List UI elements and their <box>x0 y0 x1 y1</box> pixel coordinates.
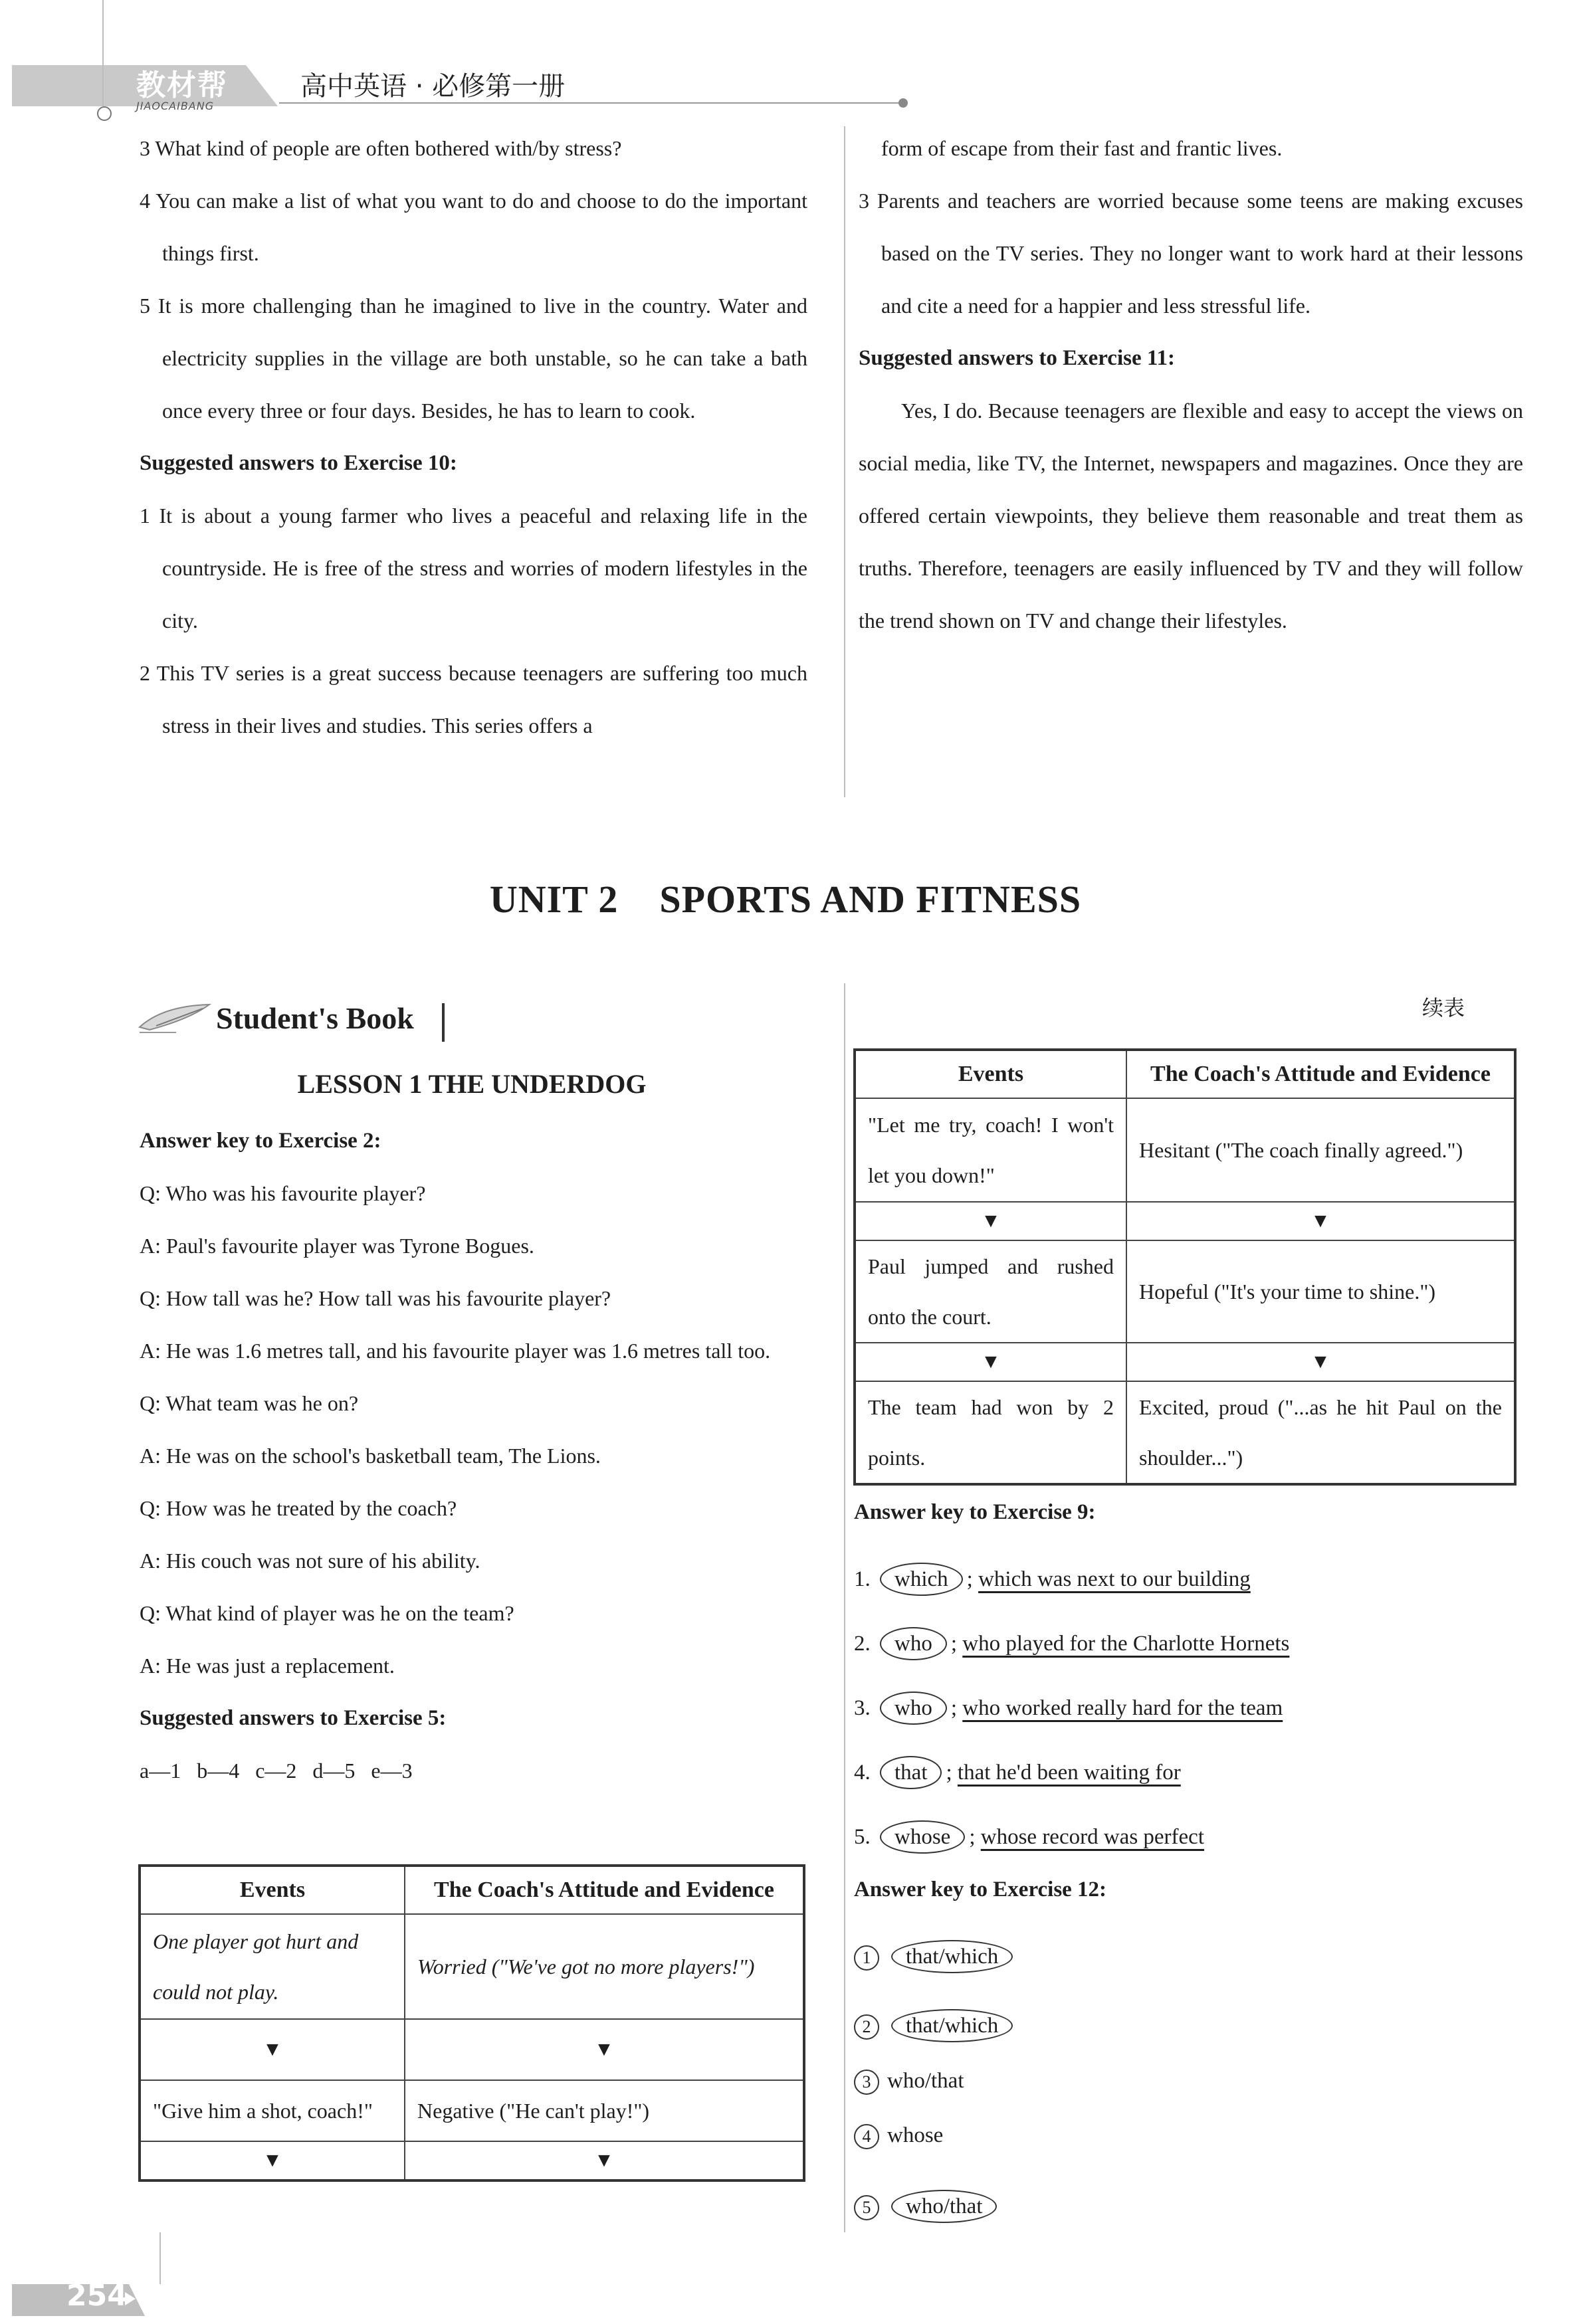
table-header-events: Events <box>855 1050 1126 1098</box>
table-cell-event: One player got hurt and could not play. <box>140 1914 405 2019</box>
list-item: 4. that ; that he'd been waiting for <box>854 1756 1181 1789</box>
list-item: 1 It is about a young farmer who lives a peaceful and relaxing life in the countryside. He is free of the stress and worries of modern lifestyles in the city. <box>140 504 807 632</box>
bottom-column-divider <box>844 983 845 2232</box>
circled-word: that <box>880 1756 942 1789</box>
item-number: 5. <box>854 1825 871 1849</box>
qa-line: Q: Who was his favourite player? <box>140 1181 426 1205</box>
circled-word: that/which <box>891 1940 1013 1973</box>
circled-word: which <box>880 1563 963 1596</box>
exercise-10-heading: Suggested answers to Exercise 10: <box>140 451 457 475</box>
list-item <box>854 2190 1001 2223</box>
header-brand-pinyin: JIAOCAIBANG <box>136 100 215 112</box>
events-table-right <box>853 1048 1517 1486</box>
list-item <box>854 2009 1017 2042</box>
circled-number: 5 <box>854 2195 879 2220</box>
table-header-events: Events <box>140 1866 405 1914</box>
circled-word: whose <box>880 1820 965 1854</box>
exercise-11-heading: Suggested answers to Exercise 11: <box>859 346 1176 370</box>
table-cell-event: The team had won by 2 points. <box>855 1381 1126 1484</box>
answer-text: who/that <box>887 2069 964 2093</box>
table-cell-attitude: Negative ("He can't play!") <box>405 2080 804 2141</box>
underlined-clause: who played for the Charlotte Hornets <box>962 1632 1290 1656</box>
section-label-bar <box>442 1003 445 1042</box>
circled-number: 1 <box>854 1945 879 1971</box>
circled-word: who <box>880 1692 947 1725</box>
circled-word: who/that <box>891 2190 997 2223</box>
table-header-attitude: The Coach's Attitude and Evidence <box>1126 1050 1515 1098</box>
item-number: 4. <box>854 1761 871 1785</box>
list-item: 2. who ; who played for the Charlotte Hornets <box>854 1627 1289 1660</box>
list-item: 3 What kind of people are often bothered with/by stress? <box>140 136 622 160</box>
page-arrow-icon <box>125 2292 136 2305</box>
down-arrow-icon: ▼ <box>855 1202 1126 1240</box>
bottom-left-column <box>140 1115 807 1797</box>
table-continued-label: 续表 <box>1422 995 1465 1020</box>
events-table-left <box>138 1864 805 2182</box>
table-cell-event: "Let me try, coach! I won't let you down!" <box>855 1098 1126 1202</box>
header-ring-icon <box>97 106 112 121</box>
qa-line: A: Paul's favourite player was Tyrone Bogues. <box>140 1234 534 1258</box>
circled-number: 4 <box>854 2124 879 2149</box>
item-number: 3. <box>854 1696 871 1720</box>
qa-line: A: He was just a replacement. <box>140 1654 395 1678</box>
list-item <box>854 1940 1017 1973</box>
continuation-text: form of escape from their fast and frantic lives. <box>881 136 1283 160</box>
header-vertical-rule <box>102 0 104 106</box>
unit-title: UNIT 2 SPORTS AND FITNESS <box>489 878 1082 921</box>
down-arrow-icon: ▼ <box>140 2019 405 2080</box>
down-arrow-icon: ▼ <box>405 2019 804 2080</box>
list-item <box>854 2069 964 2095</box>
table-cell-attitude: Hopeful ("It's your time to shine.") <box>1126 1240 1515 1343</box>
item-number: 1. <box>854 1567 871 1591</box>
underlined-clause: whose record was perfect <box>980 1825 1205 1849</box>
list-item: 1. which ; which was next to our building <box>854 1563 1251 1596</box>
down-arrow-icon: ▼ <box>405 2141 804 2180</box>
down-arrow-icon: ▼ <box>140 2141 405 2180</box>
circled-number: 2 <box>854 2014 879 2040</box>
exercise-2-heading: Answer key to Exercise 2: <box>140 1129 381 1153</box>
circled-word: who <box>880 1627 947 1660</box>
lesson-title: LESSON 1 THE UNDERDOG <box>297 1069 647 1099</box>
exercise-5-heading: Suggested answers to Exercise 5: <box>140 1706 447 1730</box>
exercise-12-heading: Answer key to Exercise 12: <box>854 1878 1107 1901</box>
table-cell-attitude: Worried ("We've got no more players!") <box>405 1914 804 2019</box>
item-number: 2. <box>854 1632 871 1656</box>
footer-vertical-rule <box>159 2232 161 2284</box>
qa-line: A: He was on the school's basketball team, The Lions. <box>140 1444 601 1468</box>
down-arrow-icon: ▼ <box>1126 1343 1515 1381</box>
table-header-attitude: The Coach's Attitude and Evidence <box>405 1866 804 1914</box>
list-item: 3 Parents and teachers are worried because some teens are making excuses based on the TV series. They no longer want to work hard at their lessons and cite a need for a happier and less stressful life. <box>859 189 1523 318</box>
circled-number: 3 <box>854 2070 879 2095</box>
exercise-5-matching: a—1 b—4 c—2 d—5 e—3 <box>140 1759 413 1783</box>
table-cell-event: Paul jumped and rushed onto the court. <box>855 1240 1126 1343</box>
qa-line: A: His couch was not sure of his ability. <box>140 1549 480 1573</box>
exercise-11-answer: Yes, I do. Because teenagers are flexible and easy to accept the views on social media, like TV, the Internet, newspapers and magazines. Once they are offered certain viewpoints, they believe them reasonable and treat them as truths. Therefore, teenagers are easily influenced by TV and they will follow the trend shown on TV and change their lifestyles. <box>859 399 1523 632</box>
list-item: 5 It is more challenging than he imagined to live in the country. Water and electricity supplies in the village are both unstable, so he can take a bath once every three or four days. Besides, he has to learn to cook. <box>140 294 807 423</box>
list-item <box>854 2123 943 2149</box>
header-brand: 教材帮 <box>136 68 228 102</box>
page-number: 254 <box>66 2279 128 2313</box>
qa-line: A: He was 1.6 metres tall, and his favourite player was 1.6 metres tall too. <box>140 1339 771 1363</box>
header-book-title: 高中英语 · 必修第一册 <box>300 71 566 102</box>
underlined-clause: that he'd been waiting for <box>957 1761 1181 1785</box>
table-cell-attitude: Hesitant ("The coach finally agreed.") <box>1126 1098 1515 1202</box>
pen-icon <box>136 999 216 1039</box>
underlined-clause: which was next to our building <box>978 1567 1251 1591</box>
answer-text: whose <box>887 2123 944 2147</box>
qa-line: Q: How was he treated by the coach? <box>140 1496 457 1520</box>
down-arrow-icon: ▼ <box>1126 1202 1515 1240</box>
list-item: 4 You can make a list of what you want to do and choose to do the important things first. <box>140 189 807 265</box>
exercise-9-heading: Answer key to Exercise 9: <box>854 1500 1096 1524</box>
table-cell-attitude: Excited, proud ("...as he hit Paul on the shoulder...") <box>1126 1381 1515 1484</box>
down-arrow-icon: ▼ <box>855 1343 1126 1381</box>
top-left-column <box>140 122 807 752</box>
qa-line: Q: How tall was he? How tall was his favourite player? <box>140 1286 611 1310</box>
list-item: 5. whose ; whose record was perfect <box>854 1820 1204 1854</box>
table-cell-event: "Give him a shot, coach!" <box>140 2080 405 2141</box>
section-label-text: Student's Book <box>216 1001 414 1035</box>
circled-word: that/which <box>891 2009 1013 2042</box>
header-rule <box>279 102 904 104</box>
header-dot-icon <box>898 98 908 108</box>
list-item: 3. who ; who worked really hard for the team <box>854 1692 1283 1725</box>
underlined-clause: who worked really hard for the team <box>962 1696 1283 1720</box>
top-column-divider <box>844 126 845 797</box>
top-right-column <box>859 122 1523 647</box>
qa-line: Q: What kind of player was he on the team? <box>140 1601 514 1625</box>
qa-line: Q: What team was he on? <box>140 1391 359 1415</box>
list-item: 2 This TV series is a great success because teenagers are suffering too much stress in their lives and studies. This series offers a <box>140 661 807 737</box>
